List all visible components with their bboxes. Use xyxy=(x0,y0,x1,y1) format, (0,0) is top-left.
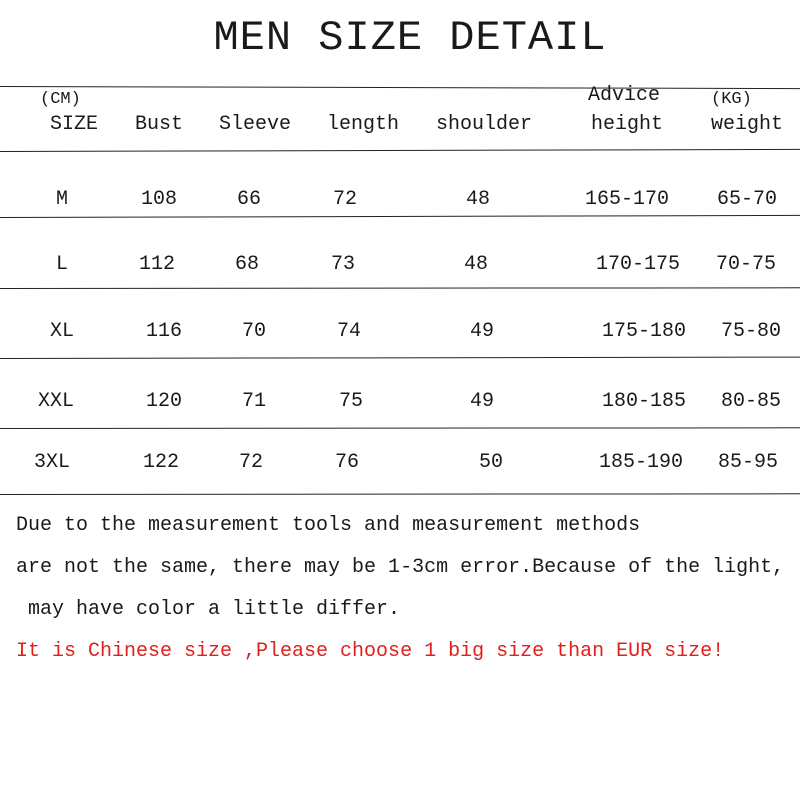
cell-weight: 70-75 xyxy=(716,253,777,276)
table-top-rule xyxy=(0,86,800,89)
header-size: SIZE xyxy=(50,113,99,136)
cell-height: 165-170 xyxy=(585,188,670,211)
cell-size: 3XL xyxy=(34,451,71,474)
note-line-2: are not the same, there may be 1-3cm error.Because of the light, xyxy=(16,556,785,579)
cell-size: M xyxy=(56,188,69,211)
cell-weight: 75-80 xyxy=(721,320,782,343)
cell-sleeve: 70 xyxy=(242,320,267,343)
header-length: length xyxy=(327,113,400,136)
cell-size: XL xyxy=(50,320,75,343)
note-line-3: may have color a little differ. xyxy=(16,598,401,621)
cell-sleeve: 66 xyxy=(237,188,262,211)
header-height: height xyxy=(591,113,664,136)
header-weight: weight xyxy=(711,113,784,136)
header-bust: Bust xyxy=(135,113,184,136)
cell-sleeve: 72 xyxy=(239,451,264,474)
cell-bust: 116 xyxy=(146,320,183,343)
row-rule-m xyxy=(0,215,800,218)
warning-note: It is Chinese size ,Please choose 1 big size than EUR size! xyxy=(16,640,725,663)
cell-weight: 85-95 xyxy=(718,451,779,474)
cell-length: 73 xyxy=(331,253,356,276)
cell-bust: 120 xyxy=(146,390,183,413)
cell-length: 72 xyxy=(333,188,358,211)
row-rule-xxl xyxy=(0,427,800,429)
cell-length: 76 xyxy=(335,451,360,474)
header-unit-kg: (KG) xyxy=(711,90,752,109)
header-advice: Advice xyxy=(588,84,661,107)
header-sleeve: Sleeve xyxy=(219,113,292,136)
cell-size: XXL xyxy=(38,390,75,413)
page-title: MEN SIZE DETAIL xyxy=(213,14,607,62)
cell-shoulder: 49 xyxy=(470,390,495,413)
row-rule-xl xyxy=(0,357,800,359)
cell-bust: 112 xyxy=(139,253,176,276)
cell-weight: 80-85 xyxy=(721,390,782,413)
cell-height: 185-190 xyxy=(599,451,684,474)
cell-shoulder: 50 xyxy=(479,451,504,474)
cell-shoulder: 49 xyxy=(470,320,495,343)
cell-length: 74 xyxy=(337,320,362,343)
cell-length: 75 xyxy=(339,390,364,413)
cell-bust: 108 xyxy=(141,188,178,211)
cell-height: 170-175 xyxy=(596,253,681,276)
header-shoulder: shoulder xyxy=(436,113,533,136)
cell-weight: 65-70 xyxy=(717,188,778,211)
note-line-1: Due to the measurement tools and measurement methods xyxy=(16,514,641,537)
cell-shoulder: 48 xyxy=(466,188,491,211)
row-rule-l xyxy=(0,287,800,289)
cell-sleeve: 68 xyxy=(235,253,260,276)
header-unit-cm: (CM) xyxy=(40,90,81,109)
cell-height: 175-180 xyxy=(602,320,687,343)
cell-sleeve: 71 xyxy=(242,390,267,413)
header-bottom-rule xyxy=(0,149,800,152)
row-rule-3xl xyxy=(0,493,800,495)
cell-bust: 122 xyxy=(143,451,180,474)
cell-size: L xyxy=(56,253,69,276)
cell-height: 180-185 xyxy=(602,390,687,413)
cell-shoulder: 48 xyxy=(464,253,489,276)
